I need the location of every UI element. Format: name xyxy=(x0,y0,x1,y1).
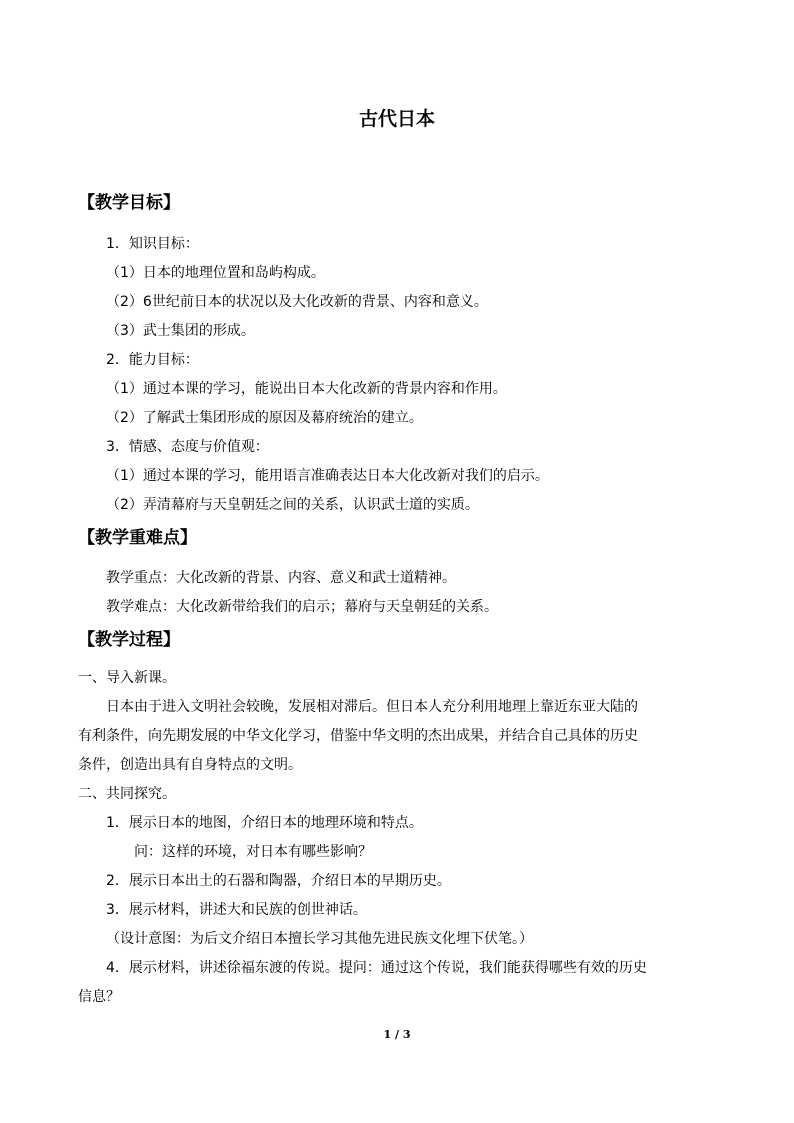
process-line: 信息？ xyxy=(78,989,120,1005)
objective-line: 2．能力目标： xyxy=(106,352,199,368)
objective-line: （3）武士集团的形成。 xyxy=(106,323,255,339)
objective-line: 1．知识目标： xyxy=(106,236,199,252)
objective-line: （1）日本的地理位置和岛屿构成。 xyxy=(106,265,325,281)
process-line: （设计意图：为后文介绍日本擅长学习其他先进民族文化埋下伏笔。） xyxy=(106,931,533,947)
process-line: 有利条件，向先期发展的中华文化学习，借鉴中华文明的杰出成果，并结合自己具体的历史 xyxy=(78,728,638,744)
process-line: 3．展示材料，讲述大和民族的创世神话。 xyxy=(106,902,367,918)
section-heading-objectives: 【教学目标】 xyxy=(78,193,180,213)
process-line: 1．展示日本的地图，介绍日本的地理环境和特点。 xyxy=(106,815,423,831)
document-title: 古代日本 xyxy=(358,108,435,130)
process-line: 问：这样的环境，对日本有哪些影响？ xyxy=(134,844,372,860)
objective-line: （1）通过本课的学习，能用语言准确表达日本大化改新对我们的启示。 xyxy=(106,468,549,484)
process-line: 条件，创造出具有自身特点的文明。 xyxy=(78,757,302,773)
process-line: 二、共同探究。 xyxy=(78,786,176,802)
process-line: 4．展示材料，讲述徐福东渡的传说。提问：通过这个传说，我们能获得哪些有效的历史 xyxy=(106,960,647,976)
objective-line: （1）通过本课的学习，能说出日本大化改新的背景内容和作用。 xyxy=(106,381,507,397)
objective-line: （2）弄清幕府与天皇朝廷之间的关系，认识武士道的实质。 xyxy=(106,497,479,513)
process-line: 2．展示日本出土的石器和陶器，介绍日本的早期历史。 xyxy=(106,873,451,889)
objective-line: 3．情感、态度与价值观： xyxy=(106,439,269,455)
objective-line: （2）了解武士集团形成的原因及幕府统治的建立。 xyxy=(106,410,423,426)
objective-line: （2）6世纪前日本的状况以及大化改新的背景、内容和意义。 xyxy=(106,294,488,310)
process-line: 日本由于进入文明社会较晚，发展相对滞后。但日本人充分利用地理上靠近东亚大陆的 xyxy=(106,699,638,715)
key-point-line: 教学重点：大化改新的背景、内容、意义和武士道精神。 xyxy=(106,570,456,586)
key-point-line: 教学难点：大化改新带给我们的启示；幕府与天皇朝廷的关系。 xyxy=(106,599,498,615)
process-line: 一、导入新课。 xyxy=(78,670,176,686)
section-heading-key-points: 【教学重难点】 xyxy=(78,528,197,548)
section-heading-process: 【教学过程】 xyxy=(78,630,180,650)
page-number: 1 / 3 xyxy=(383,1028,411,1041)
